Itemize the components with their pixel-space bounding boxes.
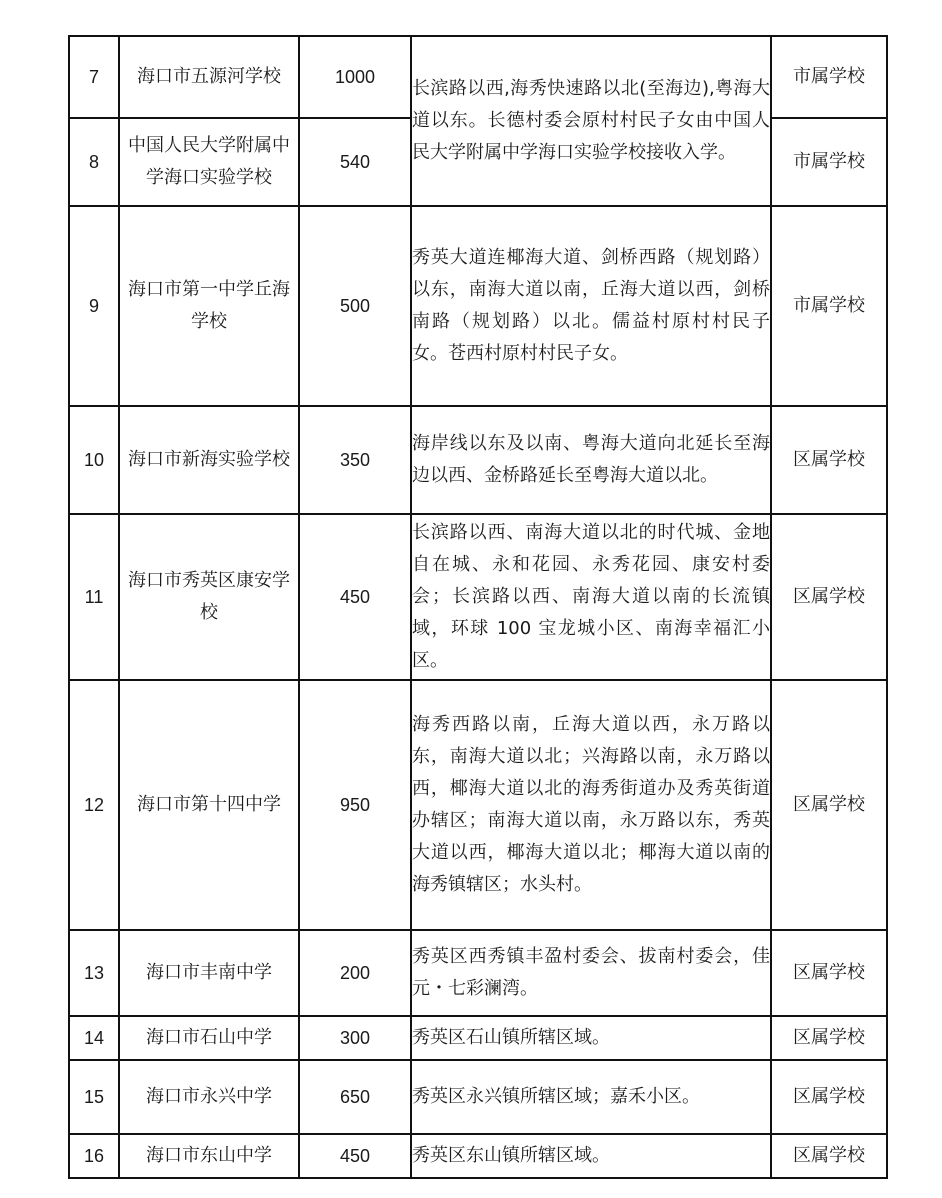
catchment-area-text: 秀英区石山镇所辖区域。 (412, 1027, 610, 1048)
enrollment-capacity: 450 (299, 1134, 411, 1178)
school-type: 区属学校 (771, 1016, 887, 1060)
enrollment-capacity: 200 (299, 930, 411, 1016)
row-number: 13 (69, 930, 119, 1016)
school-type: 市属学校 (771, 206, 887, 406)
school-type: 区属学校 (771, 1134, 887, 1178)
school-name: 海口市第一中学丘海学校 (119, 206, 299, 406)
school-type: 区属学校 (771, 514, 887, 680)
school-name: 中国人民大学附属中学海口实验学校 (119, 118, 299, 206)
school-type: 区属学校 (771, 930, 887, 1016)
table-row (69, 1060, 887, 1134)
school-name: 海口市石山中学 (119, 1016, 299, 1060)
catchment-area (411, 206, 771, 406)
catchment-area (411, 36, 771, 206)
catchment-area-text: 长滨路以西、南海大道以北的时代城、金地自在城、永和花园、永秀花园、康安村委会；长滨路以西、南海大道以南的长流镇域，环球 100 宝龙城小区、南海幸福汇小区。 (412, 522, 770, 671)
row-number: 10 (69, 406, 119, 514)
catchment-area-text: 海秀西路以南，丘海大道以西，永万路以东，南海大道以北；兴海路以南，永万路以西，椰海大道以北的海秀街道办及秀英街道办辖区；南海大道以南，永万路以东，秀英大道以西，椰海大道以北；椰海大道以南的海秀镇辖区；水头村。 (412, 714, 770, 895)
enrollment-capacity: 450 (299, 514, 411, 680)
catchment-area-text: 秀英区东山镇所辖区域。 (412, 1145, 610, 1166)
school-name: 海口市新海实验学校 (119, 406, 299, 514)
enrollment-capacity: 950 (299, 680, 411, 930)
row-number: 15 (69, 1060, 119, 1134)
school-type: 区属学校 (771, 680, 887, 930)
row-number: 16 (69, 1134, 119, 1178)
table-row (69, 1016, 887, 1060)
catchment-area-text: 秀英区西秀镇丰盈村委会、拔南村委会，佳元・七彩澜湾。 (412, 946, 770, 999)
catchment-area (411, 930, 771, 1016)
row-number: 11 (69, 514, 119, 680)
school-type: 市属学校 (771, 36, 887, 118)
catchment-area (411, 406, 771, 514)
school-name: 海口市秀英区康安学校 (119, 514, 299, 680)
table-row (69, 680, 887, 930)
catchment-area (411, 1016, 771, 1060)
school-type: 市属学校 (771, 118, 887, 206)
school-name: 海口市第十四中学 (119, 680, 299, 930)
school-type: 区属学校 (771, 1060, 887, 1134)
row-number: 14 (69, 1016, 119, 1060)
row-number: 9 (69, 206, 119, 406)
school-name: 海口市永兴中学 (119, 1060, 299, 1134)
row-number: 12 (69, 680, 119, 930)
catchment-area-text: 秀英区永兴镇所辖区域；嘉禾小区。 (412, 1086, 700, 1107)
table-row (69, 206, 887, 406)
table-row (69, 514, 887, 680)
school-name: 海口市东山中学 (119, 1134, 299, 1178)
catchment-area (411, 1060, 771, 1134)
enrollment-capacity: 500 (299, 206, 411, 406)
school-name: 海口市五源河学校 (119, 36, 299, 118)
row-number: 8 (69, 118, 119, 206)
catchment-area-text: 秀英大道连椰海大道、剑桥西路（规划路）以东，南海大道以南，丘海大道以西，剑桥南路（规划路）以北。儒益村原村村民子女。苍西村原村村民子女。 (412, 247, 770, 364)
table-row (69, 1134, 887, 1178)
school-enrollment-table (68, 35, 888, 1179)
catchment-area-text: 长滨路以西,海秀快速路以北(至海边),粤海大道以东。长德村委会原村村民子女由中国人民大学附属中学海口实验学校接收入学。 (412, 78, 770, 163)
enrollment-capacity: 1000 (299, 36, 411, 118)
table-row (69, 406, 887, 514)
table-row (69, 930, 887, 1016)
school-type: 区属学校 (771, 406, 887, 514)
enrollment-capacity: 350 (299, 406, 411, 514)
enrollment-capacity: 300 (299, 1016, 411, 1060)
enrollment-capacity: 650 (299, 1060, 411, 1134)
table-row (69, 36, 887, 118)
row-number: 7 (69, 36, 119, 118)
catchment-area (411, 680, 771, 930)
catchment-area (411, 1134, 771, 1178)
catchment-area (411, 514, 771, 680)
enrollment-capacity: 540 (299, 118, 411, 206)
school-name: 海口市丰南中学 (119, 930, 299, 1016)
catchment-area-text: 海岸线以东及以南、粤海大道向北延长至海边以西、金桥路延长至粤海大道以北。 (412, 433, 770, 486)
